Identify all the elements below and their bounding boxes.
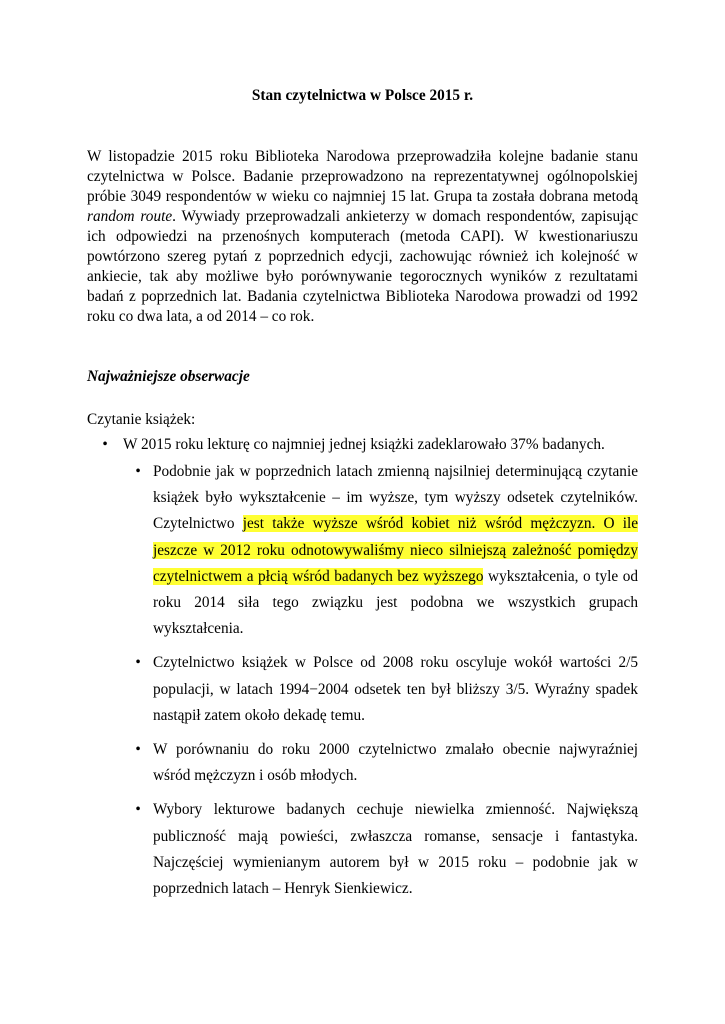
list-item-text: Czytelnictwo książek w Polsce od 2008 roku oscyluje wokół wartości 2/5 populacji, w latach 1994−2004 odsetek ten był bliższy 3/5. Wyraźny spadek nastąpił zatem około dekadę temu. xyxy=(153,654,638,724)
intro-text-1: W listopadzie 2015 roku Biblioteka Narodowa przeprowadziła kolejne badanie stanu czytelnictwa w Polsce. Badanie przeprowadzono na reprezentatywnej ogólnopolskiej próbie 3049 respondentów w wieku co najmniej 15 lat. Grupa ta została dobrana metodą xyxy=(87,148,638,205)
highlighted-text: jest także wyższe wśród kobiet niż wśród mężczyzn. O ile jeszcze w 2012 roku odnotowywaliśmy nieco silniejszą zależność pomiędzy czytelnictwem a płcią wśród badanych bez wyższego xyxy=(153,515,639,585)
list-item-text: Wybory lekturowe badanych cechuje niewielka zmienność. Największą publiczność mają powieści, zwłaszcza romanse, sensacje i fantastyka. Najczęściej wymienianym autorem był w 2015 roku – podobnie jak w poprzednich latach – Henryk Sienkiewicz. xyxy=(153,801,638,898)
bullet-icon: • xyxy=(135,654,141,672)
bullet-icon: • xyxy=(135,463,141,480)
subheading-reading-books: Czytanie książek: xyxy=(87,411,196,428)
list-item-text-part: wykształcenia, o tyle od roku 2014 siła tego związku jest podobna we wszystkich grupach wykształcenia. xyxy=(153,567,638,638)
list-item-text-part: Podobnie jak w poprzednich latach zmienną najsilniej determinującą czytanie książek było wykształcenie – im wyższe, tym wyższy odsetek czytelników. Czytelnictwo xyxy=(153,463,638,533)
bullet-icon: • xyxy=(135,801,141,819)
list-item xyxy=(123,650,638,729)
bullet-icon: • xyxy=(135,741,141,759)
intro-italic-term: random route xyxy=(87,208,173,225)
intro-paragraph xyxy=(87,147,638,327)
list-item xyxy=(123,459,638,642)
main-bullet xyxy=(87,435,638,455)
list-item xyxy=(123,797,638,902)
document-title: Stan czytelnictwa w Polsce 2015 r. xyxy=(251,87,474,104)
intro-text-2: . Wywiady przeprowadzali ankieterzy w domach respondentów, zapisując ich odpowiedzi na przenośnych komputerach (metoda CAPI). W kwestionariuszu powtórzono szereg pytań z poprzednich edycji, zachowując również ich kolejność w ankiecie, tak aby możliwe było porównywanie tegorocznych wyników z rezultatami badań z poprzednich lat. Badania czytelnictwa Biblioteka Narodowa prowadzi od 1992 roku co dwa lata, a od 2014 – co rok. xyxy=(87,208,638,325)
list-item xyxy=(123,737,638,789)
list-item-text: W porównaniu do roku 2000 czytelnictwo zmalało obecnie najwyraźniej wśród mężczyzn i osób młodych. xyxy=(153,741,638,785)
sub-bullet-list xyxy=(123,459,638,910)
list-item-text xyxy=(153,459,638,642)
bullet-icon: • xyxy=(102,436,108,453)
main-bullet-text: W 2015 roku lekturę co najmniej jednej książki zadeklarowało 37% badanych. xyxy=(123,436,605,453)
section-heading: Najważniejsze obserwacje xyxy=(87,368,250,385)
